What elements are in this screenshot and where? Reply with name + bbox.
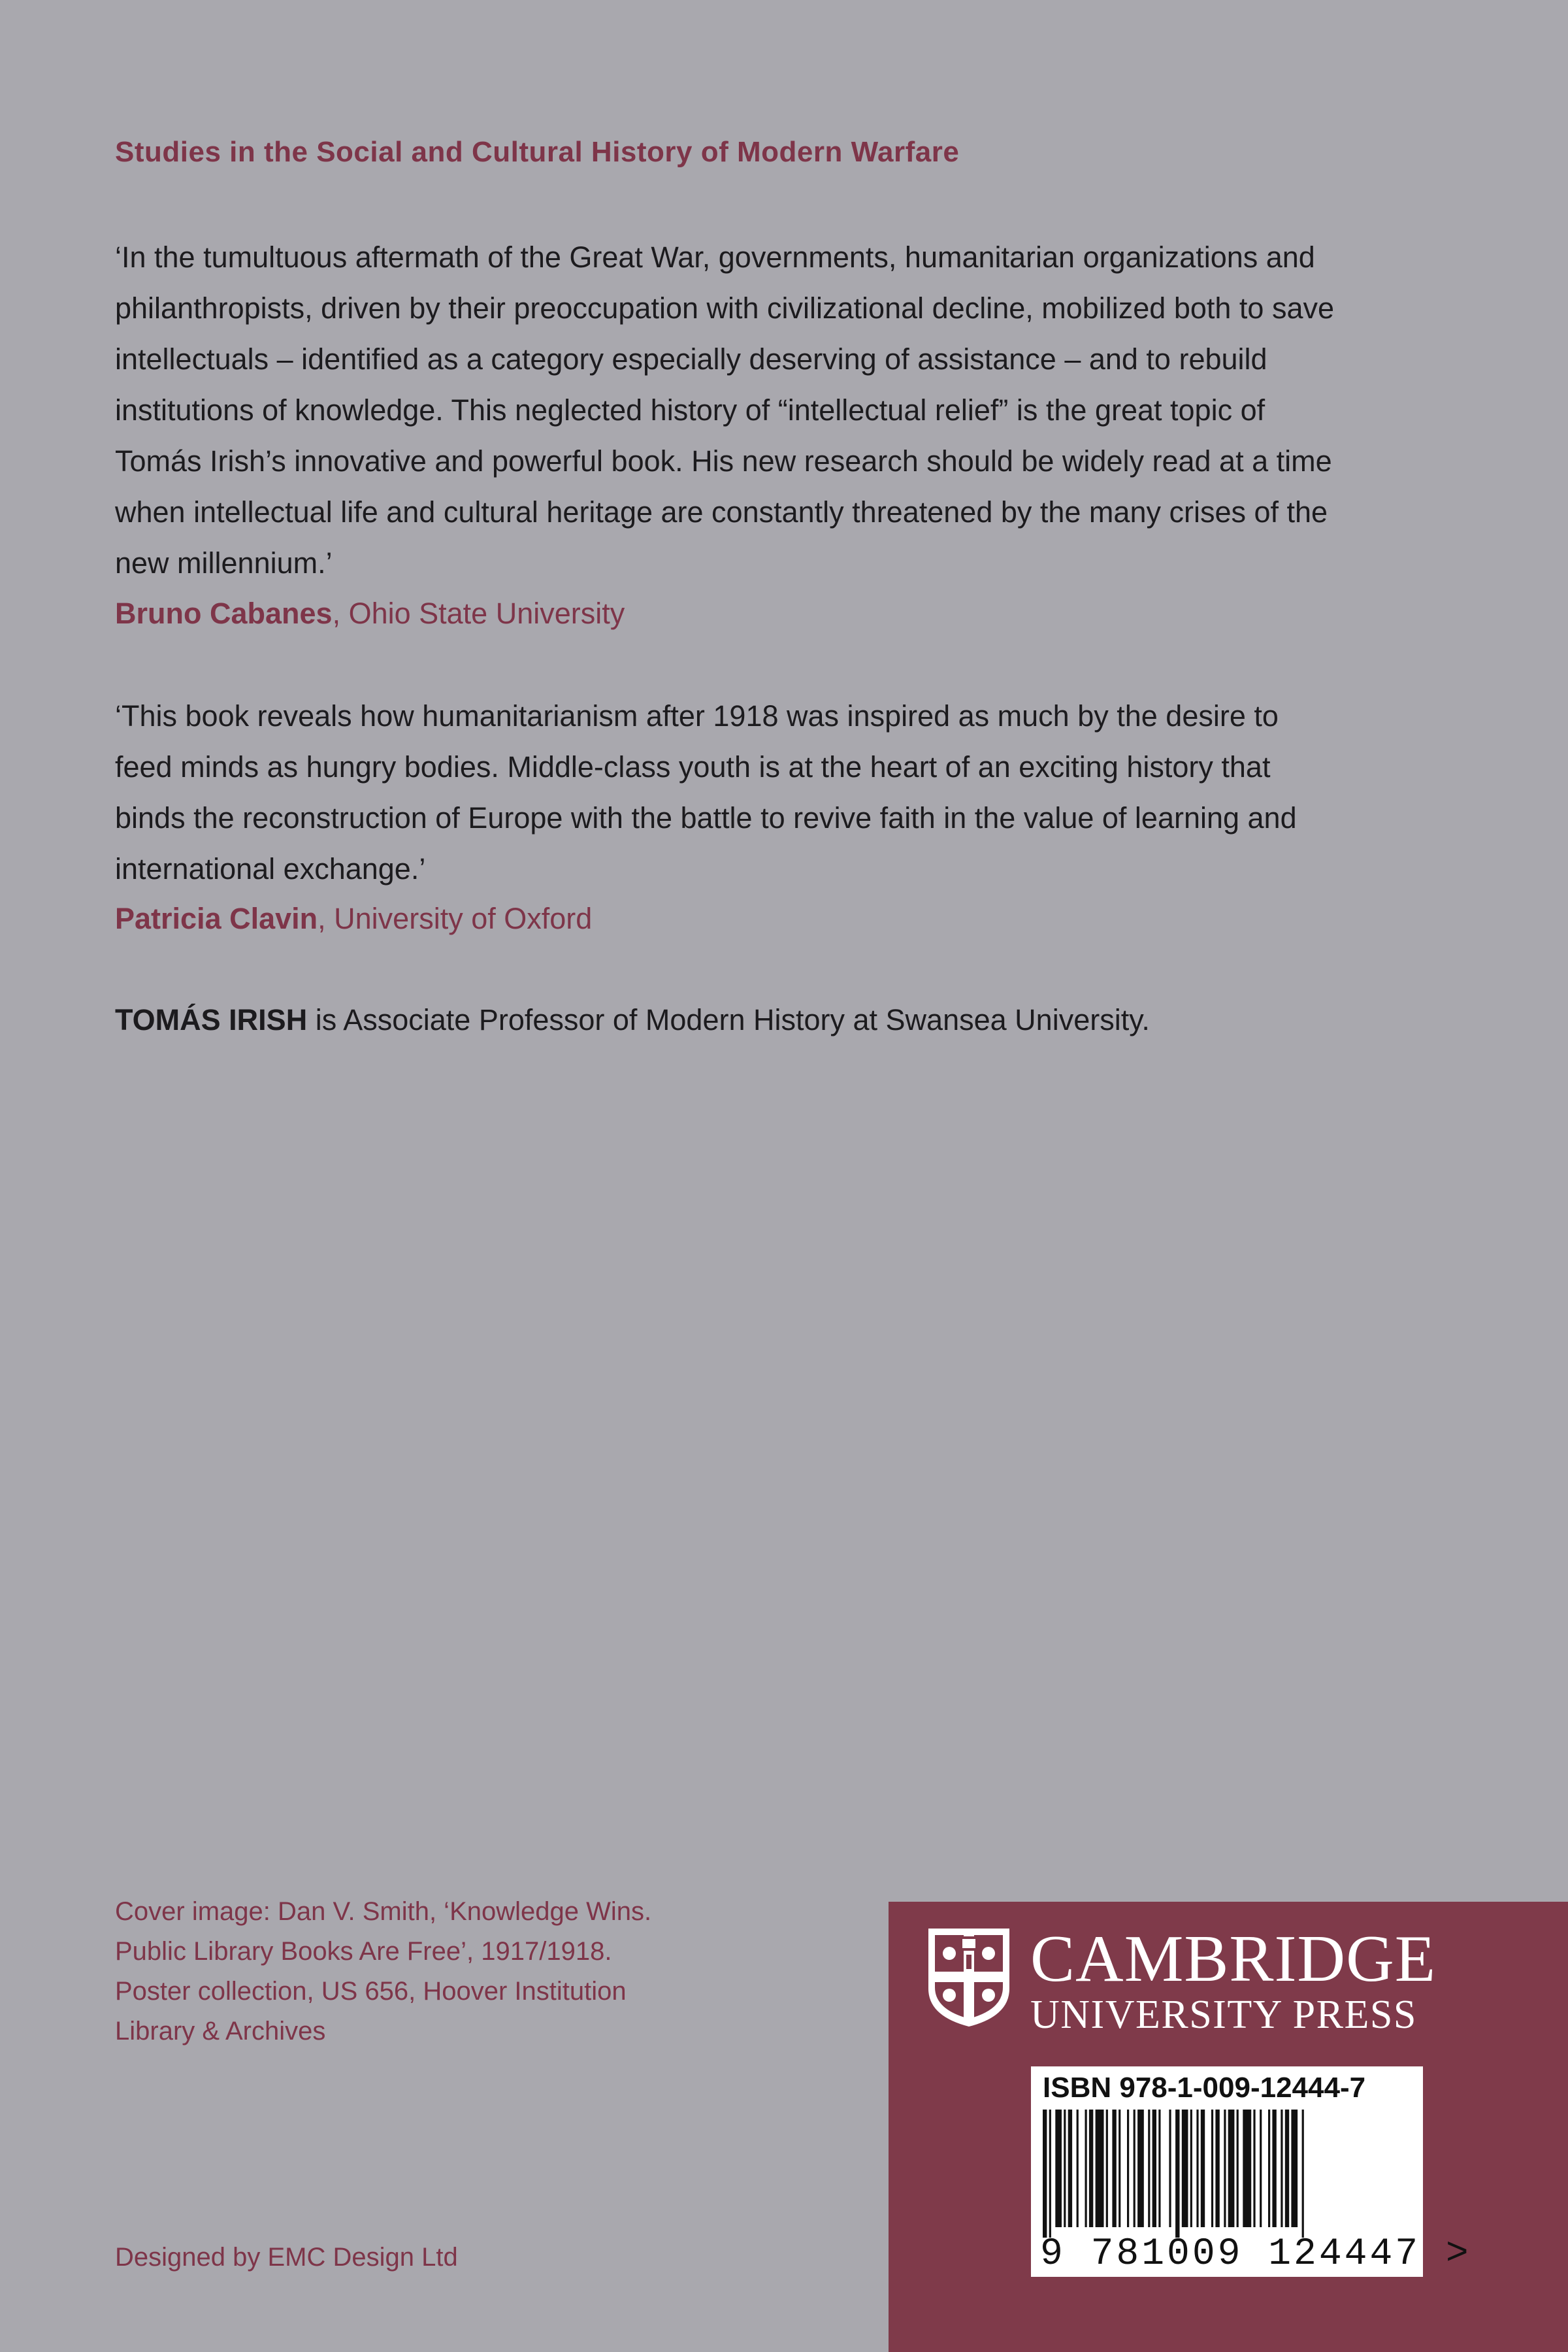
quote-line: philanthropists, driven by their preoccupation with civilizational decline, mobilized both to save — [115, 291, 1335, 325]
review-attribution-1 — [115, 588, 625, 639]
barcode-bar — [1243, 2110, 1251, 2227]
barcode-bar — [1068, 2110, 1072, 2227]
barcode-bar — [1169, 2110, 1171, 2227]
barcode-bar — [1043, 2110, 1047, 2238]
isbn-barcode — [1031, 2066, 1471, 2277]
author-name: TOMÁS IRISH — [115, 1003, 308, 1036]
review-quote-2 — [115, 691, 1441, 895]
barcode-bar — [1211, 2110, 1213, 2227]
barcode-bar — [1055, 2110, 1062, 2227]
publisher-name-line1: CAMBRIDGE — [1030, 1922, 1437, 1996]
barcode-bar — [1077, 2110, 1079, 2227]
author-bio-text: is Associate Professor of Modern History at Swansea University. — [307, 1003, 1150, 1036]
barcode-bar — [1215, 2110, 1219, 2227]
reviewer-name: Patricia Clavin — [115, 902, 318, 935]
quote-line: feed minds as hungry bodies. Middle-class youth is at the heart of an exciting history that — [115, 750, 1271, 784]
designer-credit: Designed by EMC Design Ltd — [115, 2243, 458, 2272]
barcode-bar — [1152, 2110, 1156, 2227]
publisher-block — [889, 1902, 1568, 2352]
reviewer-affiliation: , Ohio State University — [332, 597, 625, 630]
barcode-bar — [1148, 2110, 1150, 2227]
credit-line: Library & Archives — [115, 2017, 326, 2046]
barcode-bar — [1281, 2110, 1282, 2227]
series-title: Studies in the Social and Cultural History of Modern Warfare — [115, 136, 960, 168]
publisher-name — [1030, 1922, 1437, 2037]
barcode-bar — [1237, 2110, 1239, 2227]
isbn-label: ISBN 978-1-009-12444-7 — [1043, 2072, 1366, 2104]
barcode-bar — [1285, 2110, 1289, 2227]
barcode-bar — [1064, 2110, 1066, 2227]
barcode-bar — [1196, 2110, 1198, 2227]
credit-line: Cover image: Dan V. Smith, ‘Knowledge Wins. — [115, 1897, 652, 1926]
barcode-bar — [1134, 2110, 1135, 2227]
barcode-bar — [1182, 2110, 1188, 2227]
barcode-bar — [1089, 2110, 1093, 2227]
barcode-bar — [1228, 2110, 1235, 2227]
barcode-bar — [1302, 2110, 1304, 2238]
barcode-bar — [1106, 2110, 1108, 2227]
barcode-bar — [1272, 2110, 1276, 2227]
barcode-bar — [1137, 2110, 1144, 2227]
quote-line: ‘In the tumultuous aftermath of the Great War, governments, humanitarian organizations and — [115, 240, 1315, 274]
barcode-bar — [1049, 2110, 1051, 2238]
review-quote-1 — [115, 232, 1441, 589]
barcode-bar — [1253, 2110, 1255, 2227]
barcode-bar — [1158, 2110, 1160, 2227]
review-attribution-2 — [115, 893, 592, 944]
credit-line: Public Library Books Are Free’, 1917/1918. — [115, 1937, 612, 1966]
publisher-name-line2: UNIVERSITY PRESS — [1030, 1993, 1417, 2037]
barcode-bar — [1201, 2110, 1205, 2227]
reviewer-affiliation: , University of Oxford — [318, 902, 593, 935]
cover-image-credit — [115, 1892, 794, 2051]
credit-line: Poster collection, US 656, Hoover Institution — [115, 1977, 627, 2006]
barcode-bar — [1127, 2110, 1129, 2227]
quote-line: ‘This book reveals how humanitarianism after 1918 was inspired as much by the desire to — [115, 699, 1279, 733]
barcode-bar — [1175, 2110, 1179, 2238]
barcode-bar — [1085, 2110, 1087, 2227]
quote-line: institutions of knowledge. This neglected history of “intellectual relief” is the great topic of — [115, 393, 1266, 427]
reviewer-name: Bruno Cabanes — [115, 597, 333, 630]
barcode-bar — [1224, 2110, 1226, 2227]
barcode-bars — [1043, 2110, 1413, 2238]
barcode-bar — [1268, 2110, 1270, 2227]
quote-line: when intellectual life and cultural heritage are constantly threatened by the many crises of the — [115, 495, 1328, 529]
quote-line: intellectuals – identified as a category especially deserving of assistance – and to rebuild — [115, 342, 1267, 376]
barcode-bar — [1190, 2110, 1192, 2227]
quote-line: international exchange.’ — [115, 852, 426, 886]
quote-line: new millennium.’ — [115, 546, 333, 580]
barcode-bar — [1112, 2110, 1116, 2227]
barcode-bar — [1260, 2110, 1262, 2227]
author-bio — [115, 995, 1150, 1046]
university-crest-icon — [926, 1926, 1012, 2029]
barcode-digits: 9 781009 124447 > — [1040, 2233, 1471, 2276]
barcode-bar — [1119, 2110, 1120, 2227]
quote-line: binds the reconstruction of Europe with the battle to revive faith in the value of learning and — [115, 801, 1297, 835]
barcode-bar — [1096, 2110, 1104, 2227]
barcode-bar — [1291, 2110, 1298, 2227]
quote-line: Tomás Irish’s innovative and powerful book. His new research should be widely read at a time — [115, 444, 1332, 478]
